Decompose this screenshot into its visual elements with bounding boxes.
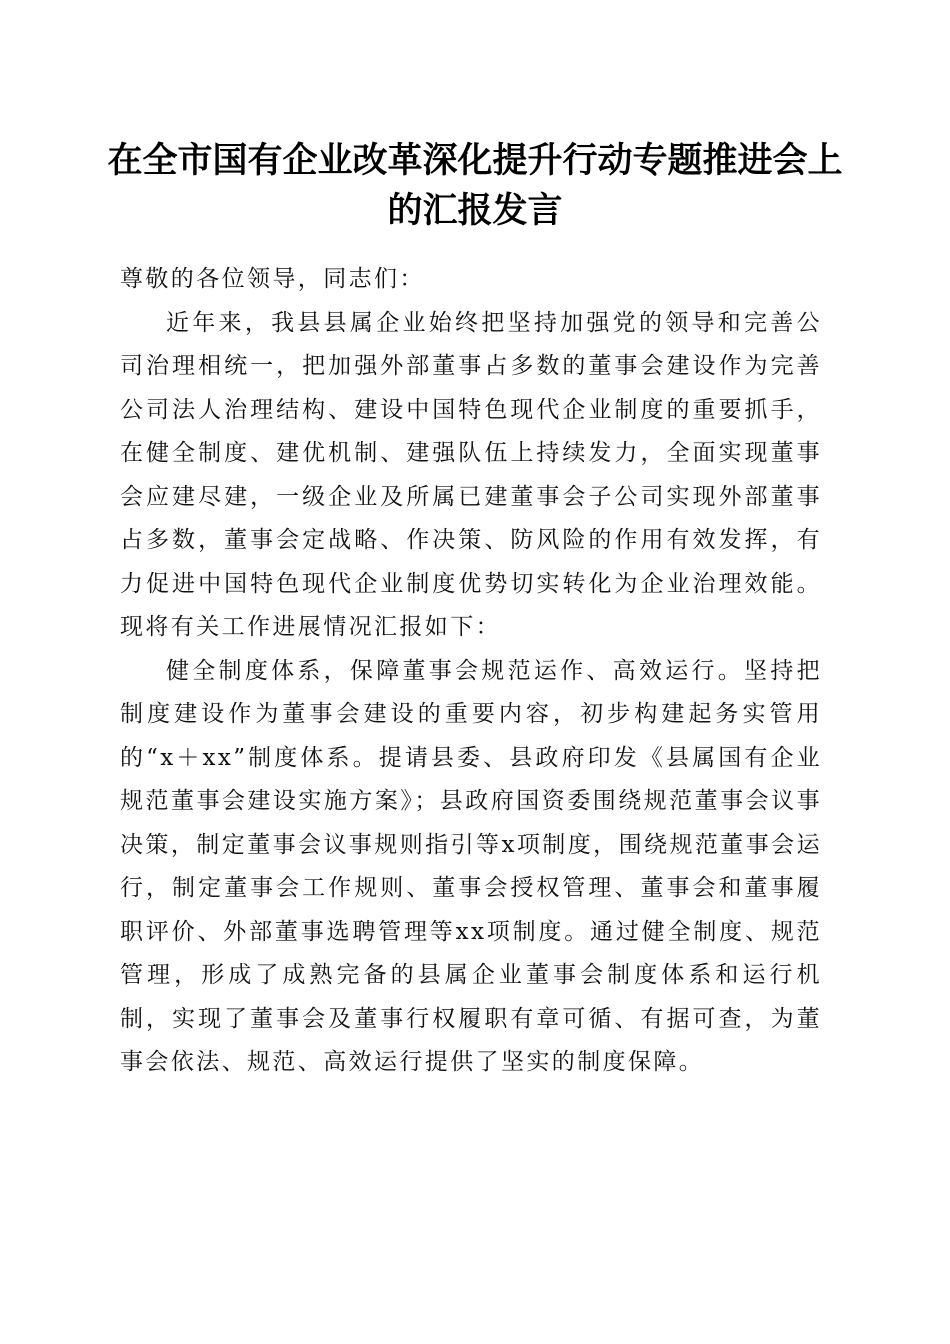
document-title: 在全市国有企业改革深化提升行动专题推进会上的汇报发言 [107,140,843,231]
salutation: 尊敬的各位领导，同志们： [120,266,425,292]
paragraph-institutional-system: 健全制度体系，保障董事会规范运作、高效运行。坚持把制度建设作为董事会建设的重要内容，初步构建起务实管用的“x＋xx”制度体系。提请县委、县政府印发《县属国有企业规范董事会建设实施方案》；县政府国资委围绕规范董事会议事决策，制定董事会议事规则指引等x项制度，围绕规范董事会运行，制定董事会工作规则、董事会授权管理、董事会和董事履职评价、外部董事选聘管理等xx项制度。通过健全制度、规范管理，形成了成熟完备的县属企业董事会制度体系和运行机制，实现了董事会及董事行权履职有章可循、有据可查，为董事会依法、规范、高效运行提供了坚实的制度保障。 [120,657,822,1075]
document-body [120,258,822,1085]
paragraph-intro: 近年来，我县县属企业始终把坚持加强党的领导和完善公司治理相统一，把加强外部董事占多数的董事会建设作为完善公司法人治理结构、建设中国特色现代企业制度的重要抓手，在健全制度、建优机制、建强队伍上持续发力，全面实现董事会应建尽建，一级企业及所属已建董事会子公司实现外部董事占多数，董事会定战略、作决策、防风险的作用有效发挥，有力促进中国特色现代企业制度优势切实转化为企业治理效能。现将有关工作进展情况汇报如下： [120,309,822,640]
